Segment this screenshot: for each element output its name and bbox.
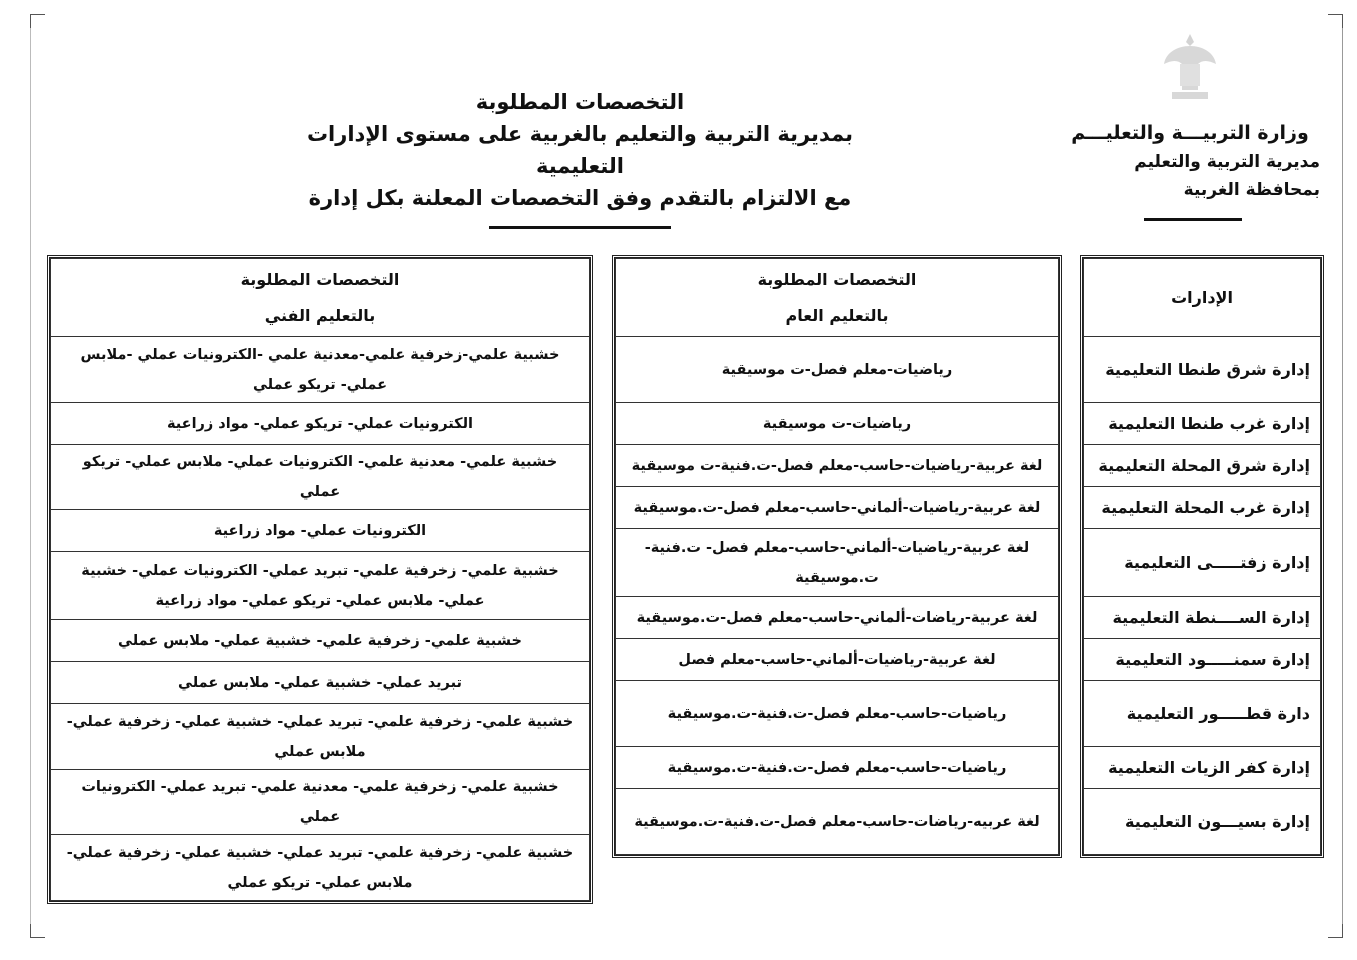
heading-subtitle: بمديرية التربية والتعليم بالغربية على مستوى الإدارات التعليمية	[306, 122, 854, 178]
general-specialties-cell: لغة عربية-رياضات-ألماني-حاسب-معلم فصل-ت.موسيقية	[616, 597, 1059, 639]
technical-specialties-cell: خشبية علمي- زخرفية علمي- تبريد عملي- الكترونيات عملي- خشبية عملي- ملابس عملي- تريكو عملي- مواد زراعية	[51, 552, 590, 620]
administration-cell: إدارة شرق المحلة التعليمية	[1084, 445, 1321, 487]
document-heading	[290, 86, 870, 229]
technical-specialties-cell: خشبية علمي- معدنية علمي- الكترونيات عملي- ملابس عملي- تريكو عملي	[51, 445, 590, 510]
administration-cell: إدارة بسيـــون التعليمية	[1084, 789, 1321, 855]
ministry-name: وزارة التربيـــة والتعليـــم	[1071, 122, 1309, 144]
technical-specialties-cell: خشبية علمي- زخرفية علمي- تبريد عملي- خشبية عملي- زخرفية عملي- ملابس عملي- تريكو عملي	[51, 835, 590, 901]
ministry-header	[1060, 118, 1320, 221]
technical-specialties-cell: خشبية علمي- زخرفية علمي- خشبية عملي- ملابس عملي	[51, 620, 590, 662]
technical-header-line2: بالتعليم الفني	[264, 305, 376, 325]
technical-specialties-cell: خشبية علمي-زخرفية علمي-معدنية علمي -الكترونيات عملي -ملابس عملي- تريكو عملي	[51, 337, 590, 403]
page-edge-left	[30, 28, 31, 924]
general-specialties-cell: رياضيات-حاسب-معلم فصل-ت.فنية-ت.موسيقية	[616, 747, 1059, 789]
crop-mark-top-left	[30, 14, 45, 29]
administration-cell: إدارة زفتـــــى التعليمية	[1084, 529, 1321, 597]
crop-mark-bottom-left	[30, 923, 45, 938]
general-education-table	[612, 255, 1062, 858]
technical-specialties-cell: خشبية علمي- زخرفية علمي- تبريد عملي- خشبية عملي- زخرفية عملي- ملابس عملي	[51, 704, 590, 770]
general-specialties-cell: رياضيات-حاسب-معلم فصل-ت.فنية-ت.موسيقية	[616, 681, 1059, 747]
technical-specialties-cell: الكترونيات عملي- مواد زراعية	[51, 510, 590, 552]
technical-header-line1: التخصصات المطلوبة	[240, 269, 400, 289]
technical-education-table	[47, 255, 593, 904]
general-education-header	[616, 259, 1059, 337]
general-specialties-cell: لغة عربية-رياضيات-ألماني-حاسب-معلم فصل-ت.موسيقية	[616, 487, 1059, 529]
general-specialties-cell: رياضيات-معلم فصل-ت موسيقية	[616, 337, 1059, 403]
administration-cell: إدارة غرب طنطا التعليمية	[1084, 403, 1321, 445]
page-edge-right	[1342, 28, 1343, 924]
page-title: التخصصات المطلوبة	[475, 90, 685, 114]
crop-mark-bottom-right	[1328, 923, 1343, 938]
heading-underline	[489, 226, 671, 229]
general-specialties-cell: رياضيات-ت موسيقية	[616, 403, 1059, 445]
administration-cell: دارة قطـــــور التعليمية	[1084, 681, 1321, 747]
general-header-line2: بالتعليم العام	[785, 305, 889, 325]
general-specialties-cell: لغة عربية-رياضيات-حاسب-معلم فصل-ت.فنية-ت موسيقية	[616, 445, 1059, 487]
technical-specialties-cell: الكترونيات عملي- تريكو عملي- مواد زراعية	[51, 403, 590, 445]
administration-cell: إدارة كفر الزيات التعليمية	[1084, 747, 1321, 789]
administrations-header: الإدارات	[1084, 259, 1321, 337]
eagle-emblem-icon	[1160, 30, 1220, 105]
crop-mark-top-right	[1328, 14, 1343, 29]
technical-specialties-cell: خشبية علمي- زخرفية علمي- معدنية علمي- تبريد عملي- الكترونيات عملي	[51, 770, 590, 835]
technical-education-header	[51, 259, 590, 337]
general-specialties-cell: لغة عربية-رياضيات-ألماني-حاسب-معلم فصل- ت.فنية- ت.موسيقية	[616, 529, 1059, 597]
administration-cell: إدارة الســــنطة التعليمية	[1084, 597, 1321, 639]
ministry-underline	[1144, 218, 1242, 221]
heading-note: مع الالتزام بالتقدم وفق التخصصات المعلنة بكل إدارة	[308, 186, 852, 210]
directorate-name: مديرية التربية والتعليم بمحافظة الغربية	[1134, 152, 1320, 200]
administration-cell: إدارة سمنـــــود التعليمية	[1084, 639, 1321, 681]
administration-cell: إدارة شرق طنطا التعليمية	[1084, 337, 1321, 403]
technical-specialties-cell: تبريد عملي- خشبية عملي- ملابس عملي	[51, 662, 590, 704]
administration-cell: إدارة غرب المحلة التعليمية	[1084, 487, 1321, 529]
administrations-table	[1080, 255, 1324, 858]
general-specialties-cell: لغة عربيه-رياضات-حاسب-معلم فصل-ت.فنية-ت.موسيقية	[616, 789, 1059, 855]
general-header-line1: التخصصات المطلوبة	[757, 269, 917, 289]
general-specialties-cell: لغة عربية-رياضيات-ألماني-حاسب-معلم فصل	[616, 639, 1059, 681]
